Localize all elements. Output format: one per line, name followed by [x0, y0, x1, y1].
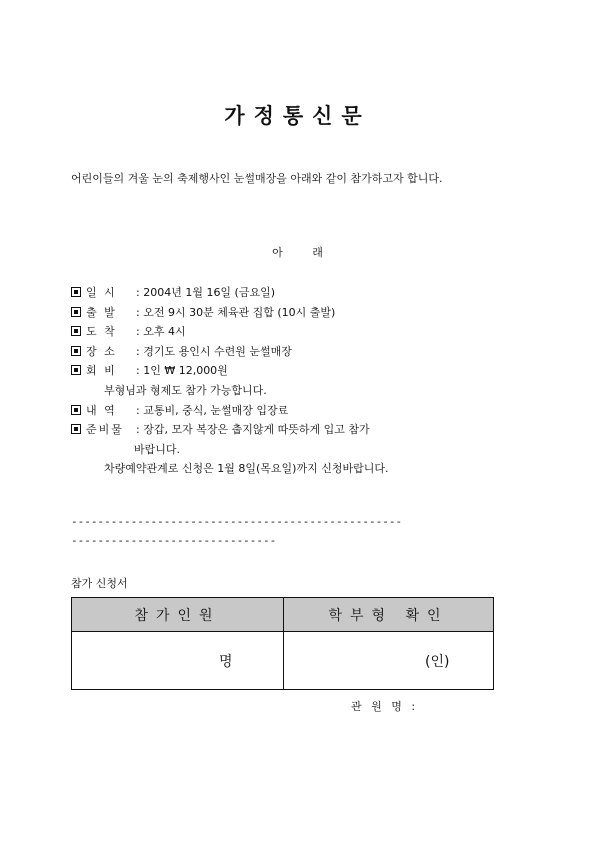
detail-row-preparation	[71, 421, 370, 437]
detail-row-place	[71, 343, 292, 359]
application-form-table	[71, 597, 494, 690]
detail-label: 회 비	[86, 364, 117, 377]
fee-note: 부형님과 형제도 참가 가능합니다.	[104, 384, 267, 397]
detail-row-arrival	[71, 323, 186, 339]
participants-cell[interactable]	[72, 632, 284, 690]
square-bullet-icon	[71, 405, 81, 415]
page-title: 가정통신문	[224, 104, 371, 128]
detail-label: 도 착	[86, 325, 117, 338]
detail-label: 일 시	[86, 286, 117, 299]
square-bullet-icon	[71, 326, 81, 336]
square-bullet-icon	[71, 424, 81, 434]
square-bullet-icon	[71, 307, 81, 317]
cut-line: --------------------------------------------------	[71, 515, 403, 528]
form-label: 참가 신청서	[71, 577, 128, 590]
detail-label: 내 역	[86, 404, 117, 417]
detail-value: : 교통비, 중식, 눈썰매장 입장료	[136, 404, 289, 417]
cut-line: -------------------------------	[71, 534, 277, 547]
preparation-continued: 바랍니다.	[134, 443, 181, 456]
detail-row-date	[71, 284, 275, 300]
detail-value: : 오전 9시 30분 체육관 집합 (10시 출발)	[136, 306, 336, 319]
seal-mark: (인)	[425, 653, 450, 670]
detail-row-departure	[71, 304, 335, 320]
parent-confirm-header: 학부형 확인	[284, 598, 494, 632]
detail-value: : 1인 ₩ 12,000원	[136, 364, 228, 377]
detail-row-includes	[71, 402, 288, 418]
signature-label: 관 원 명 :	[351, 700, 419, 713]
detail-value: : 경기도 용인시 수련원 눈썰매장	[136, 345, 292, 358]
detail-value: : 장갑, 모자 복장은 춥지않게 따뜻하게 입고 참가	[136, 423, 370, 436]
reservation-note: 차량예약관계로 신청은 1월 8일(목요일)까지 신청바랍니다.	[104, 462, 389, 475]
square-bullet-icon	[71, 287, 81, 297]
participants-header: 참가인원	[72, 598, 284, 632]
detail-label: 장 소	[86, 345, 117, 358]
square-bullet-icon	[71, 365, 81, 375]
count-unit: 명	[219, 653, 233, 670]
notice-heading: 아 래	[272, 246, 323, 259]
detail-label: 준비물	[86, 423, 124, 436]
square-bullet-icon	[71, 346, 81, 356]
parent-seal-cell[interactable]	[284, 632, 494, 690]
detail-row-fee	[71, 362, 228, 378]
detail-label: 출 발	[86, 306, 117, 319]
detail-value: : 2004년 1월 16일 (금요일)	[136, 286, 276, 299]
detail-value: : 오후 4시	[136, 325, 186, 338]
intro-text: 어린이들의 겨울 눈의 축제행사인 눈썰매장을 아래와 같이 참가하고자 합니다.	[71, 172, 443, 185]
